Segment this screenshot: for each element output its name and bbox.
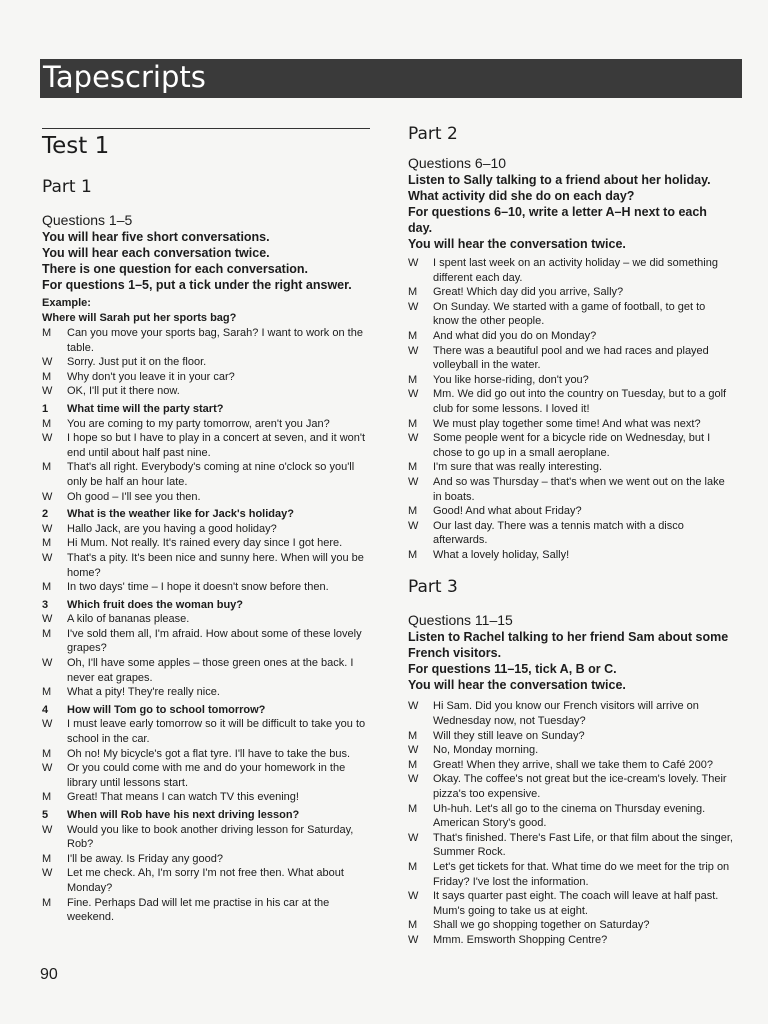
dialogue-line [408,417,733,432]
dialogue-text: I hope so but I have to play in a concert at seven, and it won't end until about half past nine. [67,432,366,459]
dialogue-text: Shall we go shopping together on Saturday? [433,919,650,932]
dialogue-text: Good! And what about Friday? [433,505,582,518]
speaker-label: M [42,327,52,339]
instruction-line: For questions 6–10, write a letter A–H next to each day. [408,205,707,235]
question-number: 5 [42,809,49,821]
question-number: 3 [42,598,49,611]
speaker-label: W [408,700,419,713]
dialogue-line [408,344,733,373]
dialogue-line [408,548,733,563]
dialogue-text: Some people went for a bicycle ride on Wednesday, but I chose to go up in a small aeroplane. [433,432,711,459]
dialogue-text: I must leave early tomorrow so it will be difficult to take you to school in the car. [67,718,366,746]
question-text: What time will the party start? [67,402,224,415]
speaker-label: M [408,373,418,386]
instruction-line: You will hear each conversation twice. [42,246,270,260]
speaker-label: W [408,933,419,946]
part1-instructions [42,229,372,293]
instruction-line: Listen to Sally talking to a friend about her holiday. [408,173,711,187]
speaker-label: W [42,718,53,731]
part1-questions-heading: Questions 1–5 [42,212,133,228]
right-column [408,123,733,948]
part1-questions [42,402,372,925]
speaker-label: W [42,657,53,670]
speaker-label: M [408,919,418,932]
test-title: Test 1 [42,133,110,159]
part1-heading: Part 1 [42,177,92,197]
dialogue-line [408,758,733,773]
speaker-label: M [42,581,52,594]
dialogue-line [408,300,733,329]
dialogue-line [408,699,733,728]
speaker-label: W [408,744,419,757]
dialogue-text: And so was Thursday – that's when we went out on the lake in boats. [433,475,725,503]
dialogue-line [42,580,372,595]
dialogue-text: Oh, I'll have some apples – those green ones at the back. I never eat grapes. [67,657,354,684]
dialogue-line [42,355,372,370]
question-heading [42,402,372,417]
instruction-line: There is one question for each conversation. [42,262,309,276]
dialogue-text: That's all right. Everybody's coming at nine o'clock so you'll only be half an hour late. [67,461,355,488]
title-banner [40,59,742,98]
part3-instructions [408,629,733,693]
page-title: Tapescripts [43,60,206,94]
dialogue-text: No, Monday morning. [433,744,539,757]
speaker-label: M [42,896,52,909]
speaker-label: M [42,686,52,699]
dialogue-text: Hallo Jack, are you having a good holiday? [67,522,277,535]
speaker-label: W [42,551,53,564]
dialogue-text: There was a beautiful pool and we had races and played volleyball in the water. [433,344,709,372]
dialogue-line [408,772,733,801]
dialogue-text: Great! When they arrive, shall we take them to Café 200? [433,758,714,771]
dialogue-text: Let's get tickets for that. What time do we meet for the trip on Friday? I've lost the information. [433,861,730,888]
dialogue-line [42,852,372,867]
dialogue-line [42,612,372,627]
speaker-label: W [408,831,419,844]
dialogue-text: Will they still leave on Sunday? [433,729,585,742]
dialogue-text: Great! Which day did you arrive, Sally? [433,286,624,299]
dialogue-text: You are coming to my party tomorrow, aren't you Jan? [67,417,330,430]
dialogue-text: I'm sure that was really interesting. [433,461,603,474]
dialogue-line [408,933,733,948]
dialogue-text: And what did you do on Monday? [433,329,597,342]
speaker-label: W [42,823,53,836]
example-label: Example: [42,297,91,309]
dialogue-line [408,475,733,504]
dialogue-line [42,896,372,925]
speaker-label: W [42,490,53,503]
question-text: When will Rob have his next driving lesson? [67,809,300,821]
speaker-label: W [42,613,53,626]
speaker-label: W [408,890,419,903]
divider [42,128,370,129]
dialogue-line [42,551,372,580]
dialogue-text: Would you like to book another driving lesson for Saturday, Rob? [67,823,354,851]
dialogue-line [42,747,372,762]
dialogue-line [408,519,733,548]
dialogue-text: Hi Mum. Not really. It's rained every day since I got here. [67,537,343,550]
dialogue-text: Hi Sam. Did you know our French visitors will arrive on Wednesday now, not Tuesday? [433,700,699,728]
speaker-label: W [408,300,419,313]
speaker-label: W [408,432,419,445]
speaker-label: M [408,802,418,815]
left-column [42,132,372,925]
dialogue-text: Mmm. Emsworth Shopping Centre? [433,933,608,946]
speaker-label: W [408,475,419,488]
dialogue-text: Oh good – I'll see you then. [67,490,201,503]
dialogue-line [408,460,733,475]
speaker-label: W [42,762,53,775]
instruction-line: For questions 1–5, put a tick under the right answer. [42,278,352,292]
dialogue-line [42,717,372,746]
speaker-label: W [408,257,419,269]
speaker-label: M [42,747,52,760]
speaker-label: W [408,773,419,786]
dialogue-text: What a lovely holiday, Sally! [433,548,570,561]
question-number: 4 [42,703,49,716]
dialogue-line [42,866,372,895]
instruction-line: For questions 11–15, tick A, B or C. [408,662,617,677]
dialogue-text: Okay. The coffee's not great but the ice-cream's lovely. Their pizza's too expensive. [433,773,727,801]
dialogue-text: We must play together some time! And what was next? [433,417,701,430]
dialogue-text: OK, I'll put it there now. [67,385,180,398]
part3-dialogue [408,699,733,947]
speaker-label: M [42,791,52,804]
dialogue-text: I've sold them all, I'm afraid. How about some of these lovely grapes? [67,627,362,655]
question-text: How will Tom go to school tomorrow? [67,703,266,716]
dialogue-text: Why don't you leave it in your car? [67,370,235,383]
dialogue-line [408,889,733,918]
dialogue-text: I'll be away. Is Friday any good? [67,852,223,865]
speaker-label: W [42,356,53,369]
dialogue-text: What a pity! They're really nice. [67,686,220,699]
dialogue-line [42,627,372,656]
dialogue-text: Fine. Perhaps Dad will let me practise in his car at the weekend. [67,896,330,924]
dialogue-text: That's finished. There's Fast Life, or that film about the singer, Summer Rock. [433,831,733,859]
speaker-label: M [408,286,418,299]
speaker-label: M [408,861,418,873]
speaker-label: M [408,758,418,771]
dialogue-text: Our last day. There was a tennis match with a disco afterwards. [433,519,684,547]
speaker-label: M [408,461,418,474]
speaker-label: M [42,537,52,550]
dialogue-line [42,656,372,685]
instruction-line: You will hear the conversation twice. [408,237,626,251]
instruction-line: You will hear five short conversations. [42,230,270,244]
instruction-line: You will hear the conversation twice. [408,678,626,693]
dialogue-text: It says quarter past eight. The coach will leave at half past. Mum's going to take us at eight. [433,890,719,917]
instruction-line: Listen to Rachel talking to her friend Sam about some French visitors. [408,630,729,661]
speaker-label: W [42,522,53,535]
speaker-label: W [408,388,419,401]
question-text: What is the weather like for Jack's holiday? [67,508,294,521]
example-dialogue [42,326,372,399]
dialogue-line [408,431,733,460]
speaker-label: W [42,385,53,398]
speaker-label: W [42,432,53,445]
dialogue-line [408,729,733,744]
dialogue-text: On Sunday. We started with a game of football, to get to know the other people. [433,300,706,328]
dialogue-line [42,790,372,805]
dialogue-line [42,460,372,489]
part2-questions-heading: Questions 6–10 [408,155,507,171]
speaker-label: M [408,417,418,430]
instruction-line: What activity did she do on each day? [408,189,635,203]
dialogue-text: That's a pity. It's been nice and sunny here. When will you be home? [67,551,364,579]
dialogue-text: Great! That means I can watch TV this evening! [67,791,299,804]
speaker-label: M [42,370,52,383]
page-number: 90 [40,966,58,983]
example-question: Where will Sarah put her sports bag? [42,312,237,324]
dialogue-line [42,431,372,460]
speaker-label: W [42,867,53,880]
question-text: Which fruit does the woman buy? [67,598,243,611]
speaker-label: W [408,519,419,532]
dialogue-text: I spent last week on an activity holiday – we did something different each day. [433,257,718,284]
dialogue-line [408,802,733,831]
speaker-label: M [408,329,418,342]
speaker-label: M [408,729,418,742]
dialogue-text: In two days' time – I hope it doesn't snow before then. [67,581,329,594]
dialogue-line [408,256,733,285]
speaker-label: M [408,548,418,561]
dialogue-line [42,536,372,551]
dialogue-line [408,918,733,933]
speaker-label: M [42,627,52,640]
speaker-label: M [408,505,418,518]
question-heading [42,808,372,823]
dialogue-line [408,285,733,300]
dialogue-line [408,504,733,519]
question-heading [42,598,372,613]
dialogue-line [42,326,372,355]
part2-heading: Part 2 [408,124,458,144]
part3-questions-heading: Questions 11–15 [408,612,513,629]
part2-dialogue [408,256,733,562]
dialogue-text: Mm. We did go out into the country on Tuesday, but to a golf club for some lessons. I loved it! [433,388,727,415]
dialogue-text: You like horse-riding, don't you? [433,373,589,386]
dialogue-line [42,823,372,852]
dialogue-text: A kilo of bananas please. [67,613,190,626]
dialogue-line [42,370,372,385]
part2-instructions [408,172,733,252]
dialogue-text: Let me check. Ah, I'm sorry I'm not free then. What about Monday? [67,867,344,894]
dialogue-line [408,831,733,860]
speaker-label: M [42,417,52,430]
speaker-label: M [42,852,52,865]
dialogue-line [408,387,733,416]
dialogue-line [42,522,372,537]
dialogue-text: Or you could come with me and do your homework in the library until lessons start. [67,762,346,789]
dialogue-line [408,373,733,388]
speaker-label: M [42,461,52,474]
dialogue-text: Can you move your sports bag, Sarah? I want to work on the table. [67,327,363,354]
dialogue-line [42,384,372,399]
dialogue-line [408,329,733,344]
speaker-label: W [408,344,419,357]
dialogue-line [42,417,372,432]
dialogue-text: Oh no! My bicycle's got a flat tyre. I'll have to take the bus. [67,747,351,760]
question-number: 2 [42,508,49,521]
dialogue-line [42,685,372,700]
dialogue-text: Sorry. Just put it on the floor. [67,356,207,369]
dialogue-line [408,743,733,758]
question-heading [42,507,372,522]
dialogue-line [408,860,733,889]
question-heading [42,703,372,718]
dialogue-line [42,490,372,505]
dialogue-line [42,761,372,790]
dialogue-text: Uh-huh. Let's all go to the cinema on Thursday evening. American Story's good. [433,802,706,830]
part3-heading: Part 3 [408,577,458,598]
question-number: 1 [42,402,49,415]
